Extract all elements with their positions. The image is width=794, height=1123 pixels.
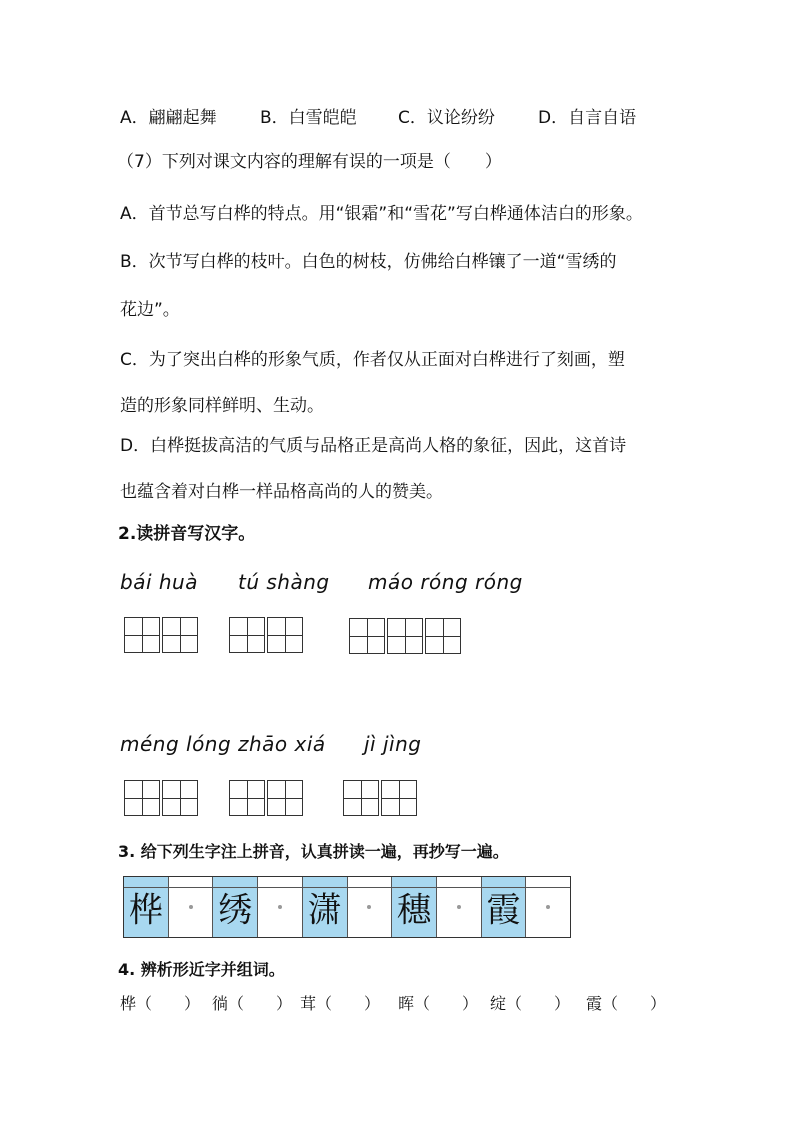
grid-guide	[457, 905, 461, 909]
q4-item-2[interactable]: 徜（ ）	[212, 994, 293, 1013]
character-practice-grid	[123, 876, 571, 938]
character: 桦	[128, 890, 163, 931]
grid-guide	[367, 905, 371, 909]
tian-cell[interactable]	[267, 617, 303, 653]
pinyin-2: tú shàng	[238, 570, 330, 594]
q7-option-c-line1: C．为了突出白桦的形象气质，作者仅从正面对白桦进行了刻画，塑	[120, 350, 625, 370]
char-cell	[124, 877, 169, 937]
pinyin-band[interactable]	[258, 877, 302, 888]
writing-box-4[interactable]	[124, 780, 200, 816]
tian-cell[interactable]	[124, 780, 160, 816]
tian-cell[interactable]	[162, 617, 198, 653]
character: 穗	[397, 890, 432, 931]
tian-cell[interactable]	[381, 780, 417, 816]
option-c: C．议论纷纷	[398, 108, 495, 128]
tian-cell[interactable]	[229, 617, 265, 653]
pinyin-band[interactable]	[526, 877, 570, 888]
option-d: D．自言自语	[538, 108, 637, 128]
q4-item-5[interactable]: 绽（ ）	[490, 994, 571, 1013]
practice-cell[interactable]	[526, 877, 570, 937]
q7-option-d-line2: 也蕴含着对白桦一样品格高尚的人的赞美。	[120, 482, 443, 502]
q7-option-c-line2: 造的形象同样鲜明、生动。	[120, 396, 324, 416]
option-a: A．翩翩起舞	[120, 108, 217, 128]
pinyin-3: máo róng róng	[368, 570, 523, 594]
grid-guide	[546, 905, 550, 909]
q4-item-4[interactable]: 晖（ ）	[398, 994, 479, 1013]
q2-title: 2.读拼音写汉字。	[118, 524, 256, 544]
practice-cell[interactable]	[348, 877, 393, 937]
tian-cell[interactable]	[387, 618, 423, 654]
tian-cell[interactable]	[229, 780, 265, 816]
pinyin-band[interactable]	[169, 877, 213, 888]
q7-option-d-line1: D．白桦挺拔高洁的气质与品格正是高尚人格的象征，因此，这首诗	[120, 436, 627, 456]
char-cell	[303, 877, 348, 937]
tian-cell[interactable]	[425, 618, 461, 654]
q4-title: 4. 辨析形近字并组词。	[118, 960, 285, 979]
character: 潇	[307, 890, 342, 931]
grid-guide	[278, 905, 282, 909]
tian-cell[interactable]	[162, 780, 198, 816]
pinyin-band[interactable]	[348, 877, 392, 888]
grid-guide	[189, 905, 193, 909]
writing-box-1[interactable]	[124, 617, 200, 653]
option-b: B．白雪皑皑	[260, 108, 357, 128]
writing-box-2[interactable]	[229, 617, 305, 653]
q7-option-b-line2: 花边”。	[120, 300, 180, 320]
practice-cell[interactable]	[169, 877, 214, 937]
writing-box-3[interactable]	[349, 618, 463, 654]
tian-cell[interactable]	[267, 780, 303, 816]
character: 绣	[218, 890, 253, 931]
character: 霞	[486, 890, 521, 931]
tian-cell[interactable]	[124, 617, 160, 653]
writing-box-6[interactable]	[343, 780, 419, 816]
char-cell	[392, 877, 437, 937]
q3-title: 3. 给下列生字注上拼音，认真拼读一遍，再抄写一遍。	[118, 842, 509, 861]
pinyin-5: zhāo xiá	[238, 732, 326, 756]
pinyin-band[interactable]	[437, 877, 481, 888]
practice-cell[interactable]	[258, 877, 303, 937]
pinyin-4: méng lóng	[120, 732, 232, 756]
pinyin-1: bái huà	[120, 570, 198, 594]
tian-cell[interactable]	[343, 780, 379, 816]
writing-box-5[interactable]	[229, 780, 305, 816]
char-cell	[213, 877, 258, 937]
practice-cell[interactable]	[437, 877, 482, 937]
pinyin-6: jì jìng	[364, 732, 422, 756]
char-cell	[482, 877, 527, 937]
q7-option-a: A．首节总写白桦的特点。用“银霜”和“雪花”写白桦通体洁白的形象。	[120, 204, 643, 224]
tian-cell[interactable]	[349, 618, 385, 654]
q7-option-b-line1: B．次节写白桦的枝叶。白色的树枝，仿佛给白桦镶了一道“雪绣的	[120, 252, 617, 272]
q4-item-6[interactable]: 霞（ ）	[586, 994, 667, 1013]
q7-stem: （7）下列对课文内容的理解有误的一项是（ ）	[117, 152, 502, 172]
q4-item-1[interactable]: 桦（ ）	[120, 994, 201, 1013]
q4-item-3[interactable]: 茸（ ）	[300, 994, 381, 1013]
